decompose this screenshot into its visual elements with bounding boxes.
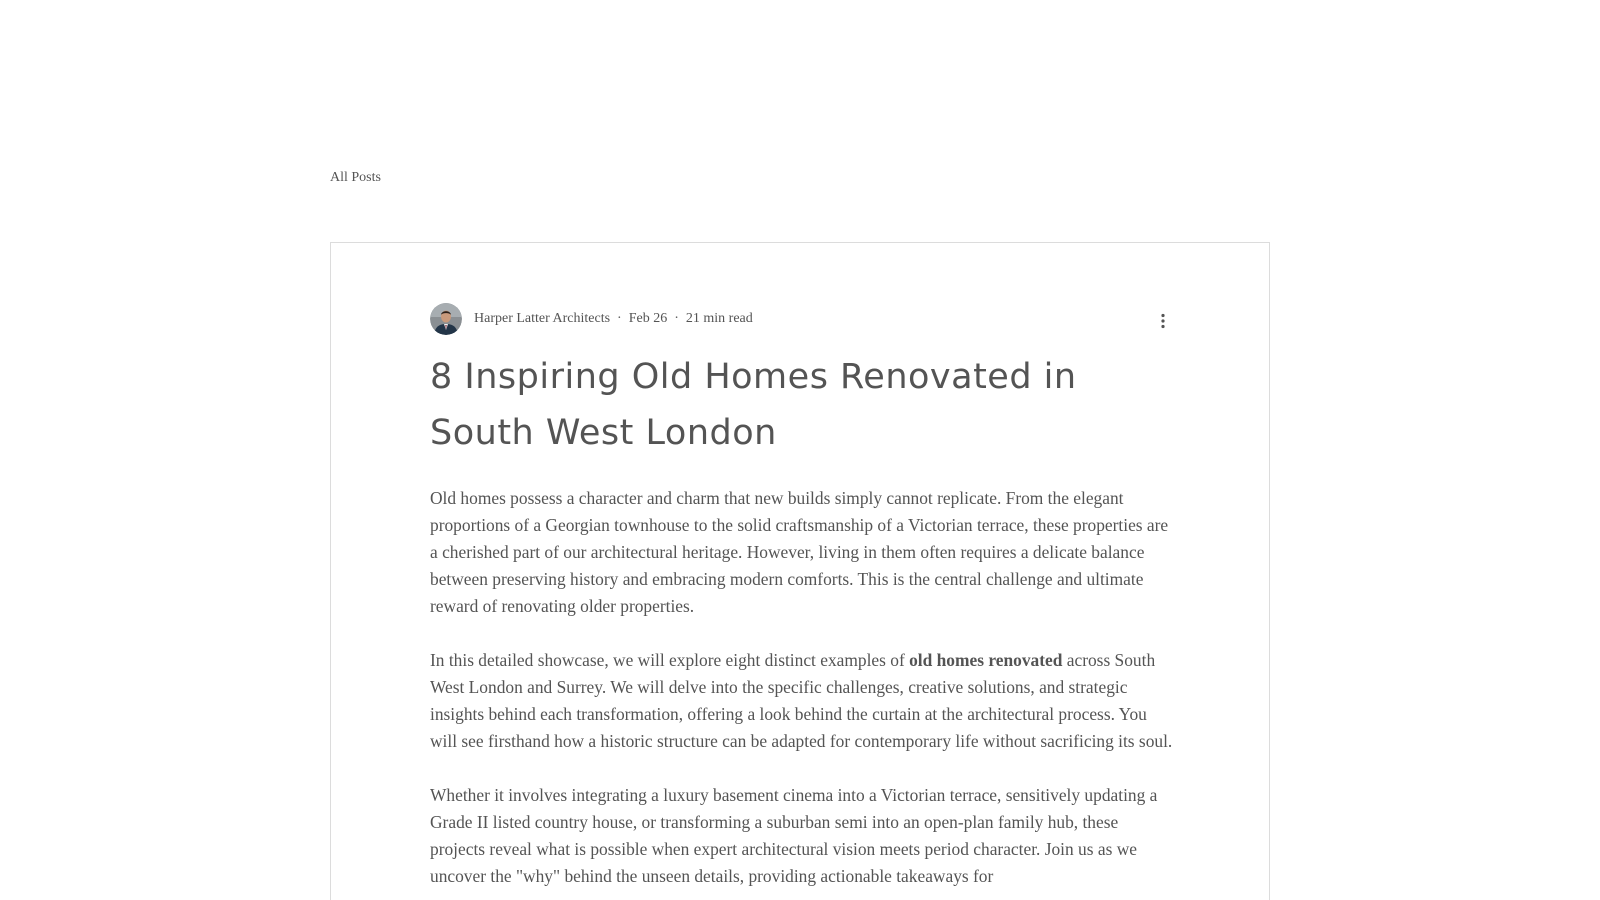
post-paragraph [430,647,1175,755]
post-paragraph: Whether it involves integrating a luxury basement cinema into a Victorian terrace, sensitively updating a Grade II listed country house, or transforming a suburban semi into an open-plan family hub, these projects reveal what is possible when expert architectural vision meets period character. Join us as we uncover the "why" behind the unseen details, providing actionable takeaways for [430,785,1158,886]
paragraph-text: In this detailed showcase, we will explore eight distinct examples of [430,650,910,670]
post-card [330,242,1270,900]
nav-all-posts[interactable]: All Posts [330,170,381,185]
post-title: 8 Inspiring Old Homes Renovated in South West London [430,357,1077,453]
meta-separator: · [674,311,679,326]
author-avatar[interactable] [430,303,462,335]
post-paragraph: Old homes possess a character and charm that new builds simply cannot replicate. From the elegant proportions of a Georgian townhouse to the solid craftsmanship of a Victorian terrace, these properties are a cherished part of our architectural heritage. However, living in them often requires a delicate balance between preserving history and embracing modern comforts. This is the central challenge and ultimate reward of renovating older properties. [430,488,1169,616]
paragraph-text: across South West London and Surrey. We will delve into the specific challenges, creative solutions, and strategic insights behind each transformation, offering a look behind the curtain at the architectural process. You will see firsthand how a historic structure can be adapted for contemporary life without sacrificing its soul. [430,650,1173,751]
read-time: 21 min read [685,311,753,326]
author-name[interactable]: Harper Latter Architects [474,311,611,326]
more-actions-button[interactable] [1151,309,1175,333]
keyword-highlight: old homes renovated [909,650,1063,670]
more-vertical-icon [1154,312,1172,330]
post-date: Feb 26 [628,311,668,326]
post-meta [430,303,1175,335]
post-body [430,485,1175,900]
meta-separator: · [617,311,622,326]
post-meta-text [474,311,753,327]
